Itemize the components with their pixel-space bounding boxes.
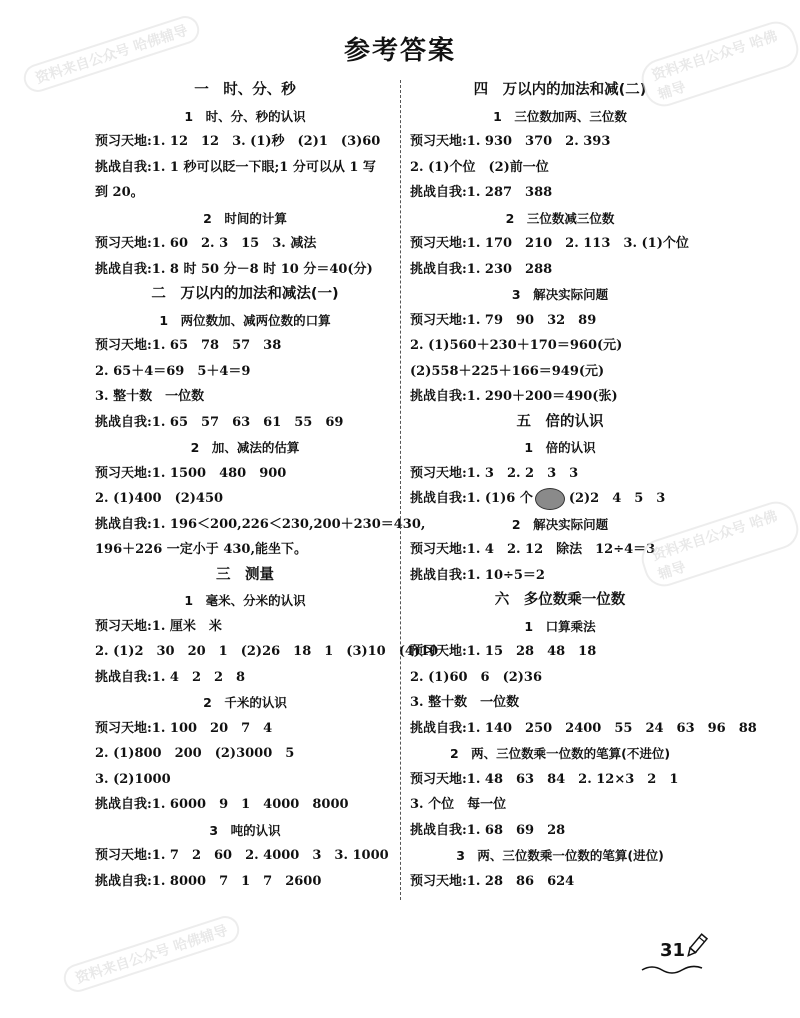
lesson-heading: 1 毫米、分米的认识 xyxy=(184,593,306,608)
answer-text: 挑战自我:1. (1)6 个 xyxy=(410,491,533,506)
page-title: 参考答案 xyxy=(343,36,456,66)
answer-line: 2. (1)400 (2)450 xyxy=(95,491,224,506)
lesson-heading: 2 解决实际问题 xyxy=(511,516,609,532)
column-divider xyxy=(400,80,401,900)
answer-line: 挑战自我:1. 10÷5＝2 xyxy=(410,567,545,583)
section-heading: 一 时、分、秒 xyxy=(194,82,296,98)
answer-line xyxy=(410,486,710,512)
section-heading: 二 万以内的加法和减法(一) xyxy=(151,286,339,302)
lesson-heading: 2 两、三位数乘一位数的笔算(不进位) xyxy=(449,746,671,761)
answer-line: 挑战自我:1. 8 时 50 分－8 时 10 分＝40(分) xyxy=(95,261,373,277)
answer-line: 到 20。 xyxy=(95,185,144,200)
answer-line: 预习天地:1. 3 2. 2 3 3 xyxy=(410,465,579,481)
section-heading: 三 测量 xyxy=(216,566,274,583)
lesson-heading: 3 吨的认识 xyxy=(209,822,281,838)
answer-line: 挑战自我:1. 230 288 xyxy=(410,261,553,277)
lesson-heading: 3 解决实际问题 xyxy=(511,287,609,302)
answer-line: 预习天地:1. 79 90 32 89 xyxy=(410,312,597,328)
answer-line: 预习天地:1. 65 78 57 38 xyxy=(95,338,282,353)
answer-line: 预习天地:1. 1500 480 900 xyxy=(95,465,287,481)
answer-line: 3. (2)1000 xyxy=(95,771,171,787)
answer-line: 预习天地:1. 7 2 60 2. 4000 3 3. 1000 xyxy=(95,848,389,863)
answer-line: 3. 整十数 一位数 xyxy=(410,695,520,710)
watermark: 资料来自公众号 哈佛辅导 xyxy=(60,912,243,995)
page-number: 31 xyxy=(660,940,686,961)
answer-line: 预习天地:1. 100 20 7 4 xyxy=(95,720,273,736)
answer-line: 挑战自我:1. 196＜200,226＜230,200＋230＝430, xyxy=(95,516,426,532)
answer-line: 预习天地:1. 170 210 2. 113 3. (1)个位 xyxy=(410,236,689,251)
watermark: 资料来自公众号 哈佛辅导 xyxy=(20,12,203,95)
answer-line: 3. 整十数 一位数 xyxy=(95,389,205,404)
lesson-heading: 2 加、减法的估算 xyxy=(190,440,300,455)
section-heading: 五 倍的认识 xyxy=(516,413,604,430)
answer-line: 2. (1)560＋230＋170＝960(元) xyxy=(410,338,623,353)
lesson-heading: 3 两、三位数乘一位数的笔算(进位) xyxy=(456,848,664,863)
lesson-heading: 1 时、分、秒的认识 xyxy=(184,108,306,124)
answer-line: 预习天地:1. 60 2. 3 15 3. 减法 xyxy=(95,236,317,251)
answer-line: 预习天地:1. 12 12 3. (1)秒 (2)1 (3)60 xyxy=(95,134,381,149)
answer-line: 挑战自我:1. 287 388 xyxy=(410,185,553,200)
answer-line: 2. 65＋4＝69 5＋4＝9 xyxy=(95,363,251,379)
pencil-icon xyxy=(682,932,712,960)
answer-line: 预习天地:1. 厘米 米 xyxy=(95,618,222,634)
gray-oval-icon xyxy=(535,488,565,510)
lesson-heading: 2 千米的认识 xyxy=(203,695,287,710)
answer-line: 196＋226 一定小于 430,能坐下。 xyxy=(95,542,307,557)
answer-line: 挑战自我:1. 4 2 2 8 xyxy=(95,669,246,685)
watermark: 资料来自公众号 哈佛辅导 xyxy=(636,16,800,111)
answer-line: 挑战自我:1. 68 69 28 xyxy=(410,822,566,838)
left-answer-column xyxy=(95,78,439,894)
answer-line: 挑战自我:1. 65 57 63 61 55 69 xyxy=(95,414,344,430)
lesson-heading: 1 两位数加、减两位数的口算 xyxy=(159,312,331,328)
lesson-heading: 1 三位数加两、三位数 xyxy=(493,108,627,124)
lesson-heading: 2 时间的计算 xyxy=(203,210,287,226)
answer-text: (2)2 4 5 3 xyxy=(568,491,666,506)
lesson-heading: 1 倍的认识 xyxy=(524,440,596,455)
answer-line: 挑战自我:1. 8000 7 1 7 2600 xyxy=(95,873,322,889)
page-number-underline xyxy=(640,962,710,976)
answer-line: (2)558＋225＋166＝949(元) xyxy=(410,363,605,379)
answer-line: 挑战自我:1. 1 秒可以眨一下眼;1 分可以从 1 写 xyxy=(95,159,376,175)
answer-line: 挑战自我:1. 290＋200＝490(张) xyxy=(410,389,618,404)
answer-line: 预习天地:1. 28 86 624 xyxy=(410,873,575,889)
answer-line: 挑战自我:1. 6000 9 1 4000 8000 xyxy=(95,797,349,812)
answer-line: 预习天地:1. 15 28 48 18 xyxy=(410,644,597,659)
answer-line: 预习天地:1. 48 63 84 2. 12×3 2 1 xyxy=(410,771,679,787)
watermark: 资料来自公众号 哈佛辅导 xyxy=(636,496,800,591)
answer-line: 2. (1)个位 (2)前一位 xyxy=(410,159,549,175)
answer-line: 挑战自我:1. 140 250 2400 55 24 63 96 88 xyxy=(410,720,757,736)
section-heading: 六 多位数乘一位数 xyxy=(494,592,626,608)
answer-line: 预习天地:1. 930 370 2. 393 xyxy=(410,134,611,149)
answer-line: 3. 个位 每一位 xyxy=(410,797,507,812)
lesson-heading: 2 三位数减三位数 xyxy=(505,210,615,226)
answer-line: 2. (1)800 200 (2)3000 5 xyxy=(95,746,295,761)
section-heading: 四 万以内的加法和减(二) xyxy=(473,82,647,98)
answer-line: 预习天地:1. 4 2. 12 除法 12÷4＝3 xyxy=(410,542,656,557)
lesson-heading: 1 口算乘法 xyxy=(524,618,596,634)
answer-line: 2. (1)60 6 (2)36 xyxy=(410,669,543,685)
answer-line: 2. (1)2 30 20 1 (2)26 18 1 (3)10 (4)10 xyxy=(95,644,439,659)
